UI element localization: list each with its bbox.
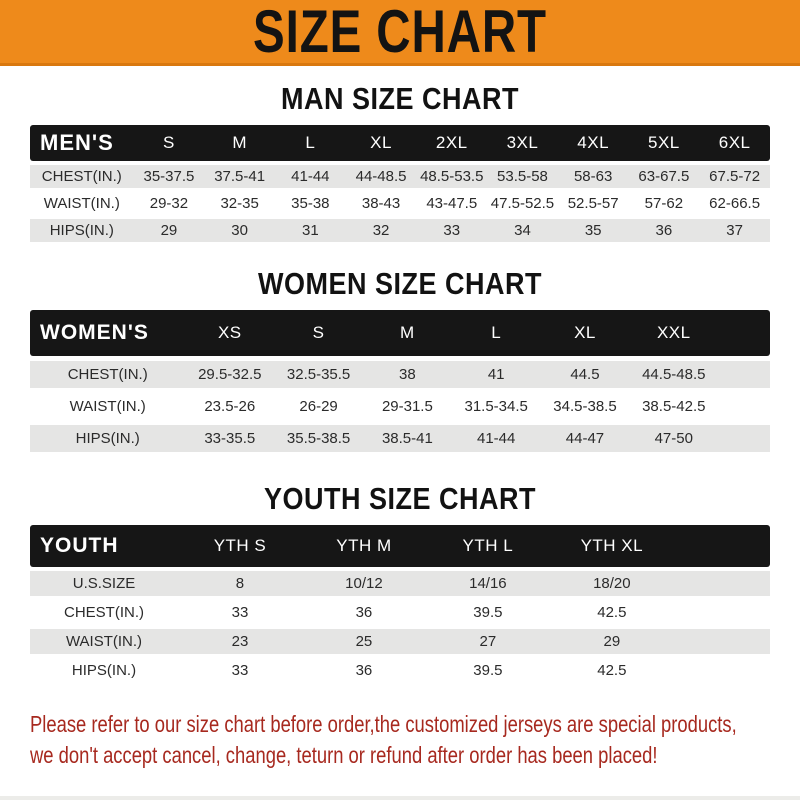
value-cell: 57-62 — [644, 195, 684, 213]
value-cell: 29 — [550, 629, 674, 654]
value-cell: 39.5 — [473, 662, 503, 680]
row-filler-cell — [718, 393, 770, 420]
size-column-header: XL — [541, 310, 630, 356]
size-column-header: M — [363, 310, 452, 356]
youth-size-table — [30, 521, 770, 687]
header-filler-cell — [718, 310, 770, 356]
value-cell: 35.5-38.5 — [274, 425, 363, 452]
value-cell: 29 — [134, 219, 205, 242]
value-cell: 58-63 — [558, 165, 629, 188]
value-cell: 48.5-53.5 — [416, 165, 487, 188]
value-cell: 44-48.5 — [346, 165, 417, 188]
value-cell: 38-43 — [361, 195, 401, 213]
value-cell: 37.5-41 — [204, 165, 275, 188]
table-header-label: MEN'S — [30, 125, 134, 161]
men-size-table — [30, 121, 770, 246]
row-label-cell: WAIST(IN.) — [30, 629, 178, 654]
value-cell: 35-37.5 — [134, 165, 205, 188]
value-cell: 29-31.5 — [381, 397, 433, 415]
value-cell: 33 — [231, 662, 249, 680]
table-row — [30, 219, 770, 242]
value-cell: 35-38 — [291, 195, 330, 213]
row-label-cell: WAIST(IN.) — [69, 397, 146, 415]
size-column-header: 6XL — [699, 125, 770, 161]
table-row — [30, 629, 770, 654]
size-column-header: YTH S — [178, 525, 302, 567]
notice-line-1: Please refer to our size chart before order,the customized jerseys are special products, — [30, 711, 737, 738]
value-cell: 53.5-58 — [487, 165, 558, 188]
footer-notice — [30, 709, 800, 771]
value-cell: 38 — [363, 361, 452, 388]
size-column-header: L — [452, 310, 541, 356]
value-cell: 36 — [629, 219, 700, 242]
value-cell: 25 — [302, 629, 426, 654]
women-size-table — [30, 305, 770, 457]
value-cell: 42.5 — [597, 662, 627, 680]
man-size-chart-title — [0, 83, 800, 115]
table-row — [30, 165, 770, 188]
value-cell: 36 — [355, 604, 373, 622]
row-label-cell: CHEST(IN.) — [64, 604, 144, 622]
row-label-cell: WAIST(IN.) — [43, 195, 120, 213]
value-cell: 33 — [231, 604, 249, 622]
value-cell: 35 — [558, 219, 629, 242]
value-cell: 33 — [416, 219, 487, 242]
youth-size-chart-title — [0, 483, 800, 515]
size-column-header: XS — [185, 310, 274, 356]
value-cell: 18/20 — [550, 571, 674, 596]
size-column-header: 2XL — [416, 125, 487, 161]
size-column-header: S — [274, 310, 363, 356]
women-size-chart-title — [0, 268, 800, 300]
banner — [0, 0, 800, 66]
size-column-header: 3XL — [487, 125, 558, 161]
value-cell: 41-44 — [452, 425, 541, 452]
size-column-header: 5XL — [629, 125, 700, 161]
value-cell: 27 — [426, 629, 550, 654]
table-row — [30, 571, 770, 596]
youth-size-chart-title-text: YOUTH SIZE CHART — [263, 481, 536, 516]
value-cell: 26-29 — [299, 397, 338, 415]
table-header-row — [30, 525, 770, 567]
row-label-cell: U.S.SIZE — [30, 571, 178, 596]
size-column-header: XL — [346, 125, 417, 161]
man-size-chart-title-text: MAN SIZE CHART — [281, 82, 519, 116]
value-cell: 38.5-42.5 — [642, 397, 706, 415]
value-cell: 41-44 — [275, 165, 346, 188]
row-filler-cell — [718, 425, 770, 452]
size-column-header: YTH M — [302, 525, 426, 567]
section-youth — [0, 483, 800, 687]
table-header-row — [30, 125, 770, 161]
section-man — [0, 83, 800, 246]
women-size-chart-title-text: WOMEN SIZE CHART — [258, 267, 542, 302]
value-cell: 30 — [204, 219, 275, 242]
notice-line-2: we don't accept cancel, change, teturn or refund after order has been placed! — [30, 742, 658, 769]
value-cell: 37 — [699, 219, 770, 242]
value-cell: 29-32 — [149, 195, 189, 213]
value-cell: 31 — [275, 219, 346, 242]
size-column-header: S — [134, 125, 205, 161]
value-cell: 33-35.5 — [185, 425, 274, 452]
size-column-header: XXL — [629, 310, 718, 356]
table-header-label: WOMEN'S — [30, 310, 185, 356]
row-filler-cell — [674, 600, 770, 625]
size-column-header: L — [275, 125, 346, 161]
row-label-cell: HIPS(IN.) — [30, 425, 185, 452]
table-header-label: YOUTH — [30, 525, 178, 567]
value-cell: 23.5-26 — [204, 397, 256, 415]
table-row — [30, 658, 770, 683]
value-cell: 34 — [487, 219, 558, 242]
table-row — [30, 361, 770, 388]
row-label-cell: HIPS(IN.) — [71, 662, 137, 680]
size-column-header: YTH L — [426, 525, 550, 567]
value-cell: 41 — [452, 361, 541, 388]
value-cell: 8 — [178, 571, 302, 596]
bottom-edge-divider — [0, 796, 800, 800]
table-row — [30, 192, 770, 215]
row-filler-cell — [674, 571, 770, 596]
value-cell: 39.5 — [473, 604, 503, 622]
value-cell: 42.5 — [597, 604, 627, 622]
value-cell: 29.5-32.5 — [185, 361, 274, 388]
row-label-cell: HIPS(IN.) — [30, 219, 134, 242]
table-header-row — [30, 310, 770, 356]
value-cell: 67.5-72 — [699, 165, 770, 188]
header-filler-cell — [674, 525, 770, 567]
value-cell: 14/16 — [426, 571, 550, 596]
value-cell: 34.5-38.5 — [553, 397, 617, 415]
section-women — [0, 268, 800, 456]
row-label-cell: CHEST(IN.) — [30, 165, 134, 188]
row-filler-cell — [674, 629, 770, 654]
value-cell: 44-47 — [541, 425, 630, 452]
row-filler-cell — [674, 658, 770, 683]
banner-title: SIZE CHART — [253, 0, 547, 66]
value-cell: 36 — [355, 662, 373, 680]
table-row — [30, 600, 770, 625]
value-cell: 52.5-57 — [567, 195, 619, 213]
value-cell: 32.5-35.5 — [274, 361, 363, 388]
value-cell: 44.5-48.5 — [629, 361, 718, 388]
row-label-cell: CHEST(IN.) — [30, 361, 185, 388]
value-cell: 38.5-41 — [363, 425, 452, 452]
value-cell: 31.5-34.5 — [464, 397, 528, 415]
row-filler-cell — [718, 361, 770, 388]
value-cell: 47-50 — [629, 425, 718, 452]
value-cell: 23 — [178, 629, 302, 654]
value-cell: 63-67.5 — [629, 165, 700, 188]
size-column-header: YTH XL — [550, 525, 674, 567]
table-row — [30, 425, 770, 452]
size-column-header: 4XL — [558, 125, 629, 161]
value-cell: 32 — [346, 219, 417, 242]
value-cell: 62-66.5 — [709, 195, 761, 213]
value-cell: 10/12 — [302, 571, 426, 596]
value-cell: 44.5 — [541, 361, 630, 388]
value-cell: 47.5-52.5 — [490, 195, 555, 213]
size-column-header: M — [204, 125, 275, 161]
table-row — [30, 393, 770, 420]
value-cell: 32-35 — [220, 195, 259, 213]
value-cell: 43-47.5 — [426, 195, 478, 213]
